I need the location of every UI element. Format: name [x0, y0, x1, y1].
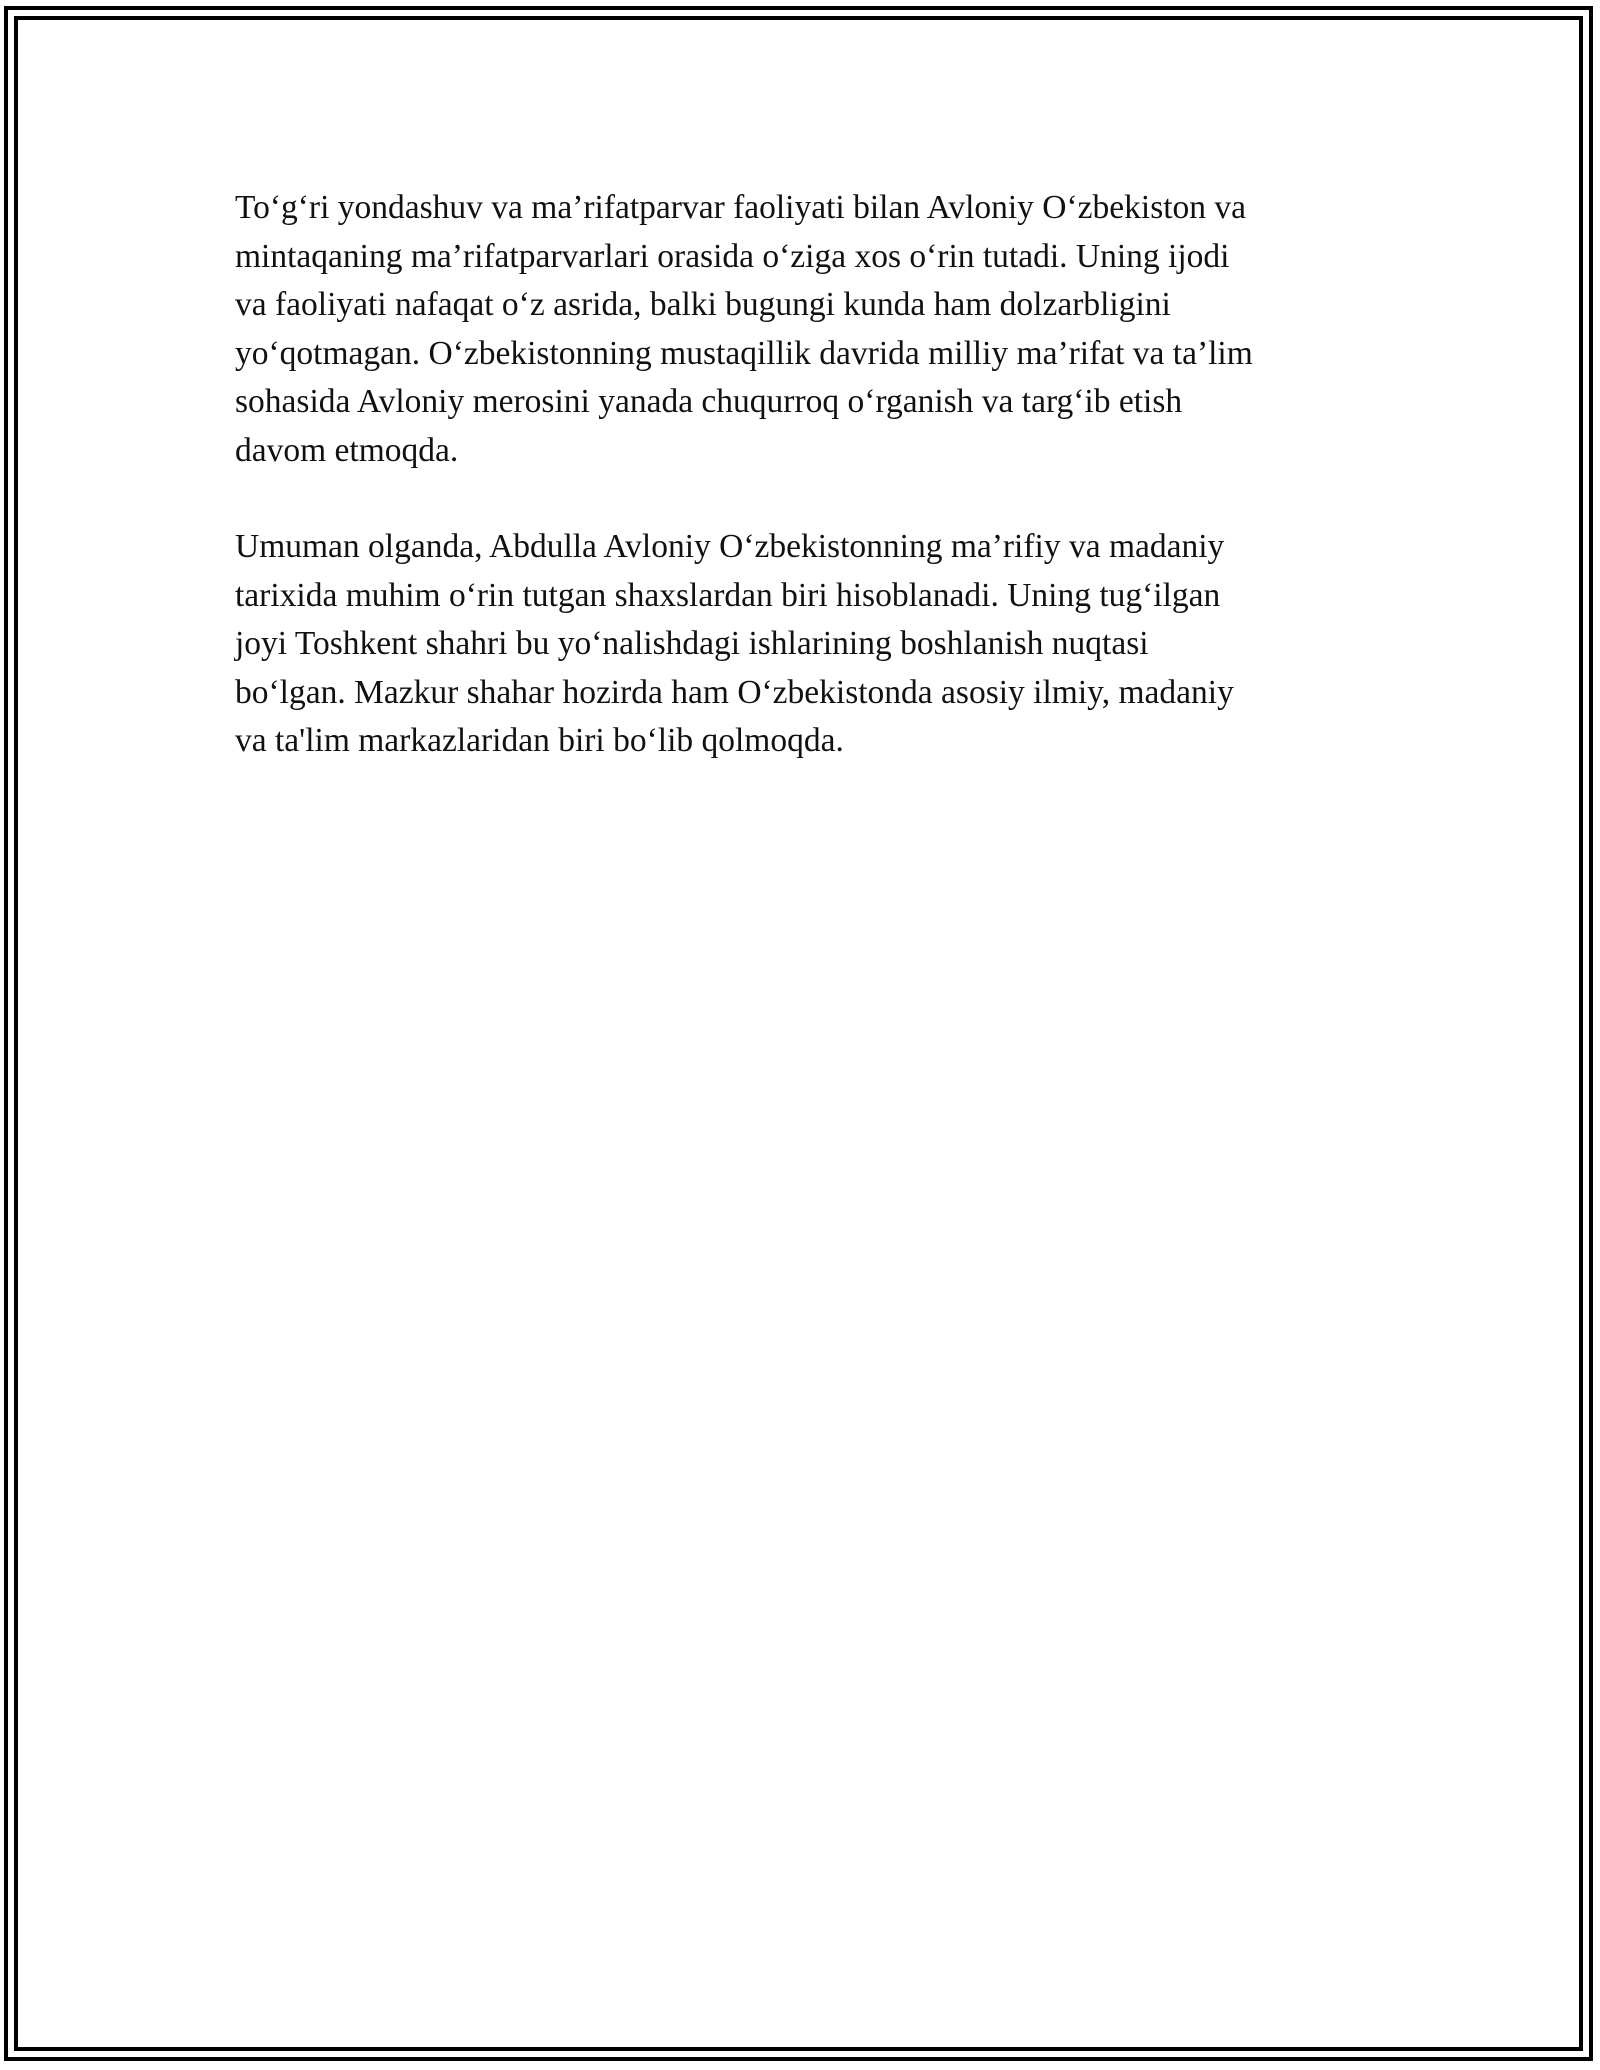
paragraph-line: To‘g‘ri yondashuv va ma’rifatparvar faoliyati bilan Avloniy O‘zbekiston va [235, 189, 1247, 226]
paragraph-line: yo‘qotmagan. O‘zbekistonning mustaqillik davrida milliy ma’rifat va ta’lim [235, 334, 1253, 372]
paragraph-line: davom etmoqda. [235, 431, 459, 469]
paragraph-1 [235, 184, 1365, 475]
document-body [235, 184, 1365, 814]
paragraph-line: joyi Toshkent shahri bu yo‘nalishdagi ishlarining boshlanish nuqtasi [235, 625, 1149, 662]
paragraph-line: mintaqaning ma’rifatparvarlari orasida o‘ziga xos o‘rin tutadi. Uning ijodi [235, 237, 1230, 275]
paragraph-line: Umuman olganda, Abdulla Avloniy O‘zbekistonning ma’rifiy va madaniy [235, 528, 1225, 565]
paragraph-2 [235, 523, 1365, 766]
paragraph-line: sohasida Avloniy merosini yanada chuqurroq o‘rganish va targ‘ib etish [235, 383, 1183, 420]
paragraph-line: va faoliyati nafaqat o‘z asrida, balki bugungi kunda ham dolzarbligini [235, 286, 1171, 323]
paragraph-line: va ta'lim markazlaridan biri bo‘lib qolmoqda. [235, 722, 844, 759]
paragraph-line: tarixida muhim o‘rin tutgan shaxslardan biri hisoblanadi. Uning tug‘ilgan [235, 576, 1221, 614]
paragraph-line: bo‘lgan. Mazkur shahar hozirda ham O‘zbekistonda asosiy ilmiy, madaniy [235, 673, 1234, 711]
